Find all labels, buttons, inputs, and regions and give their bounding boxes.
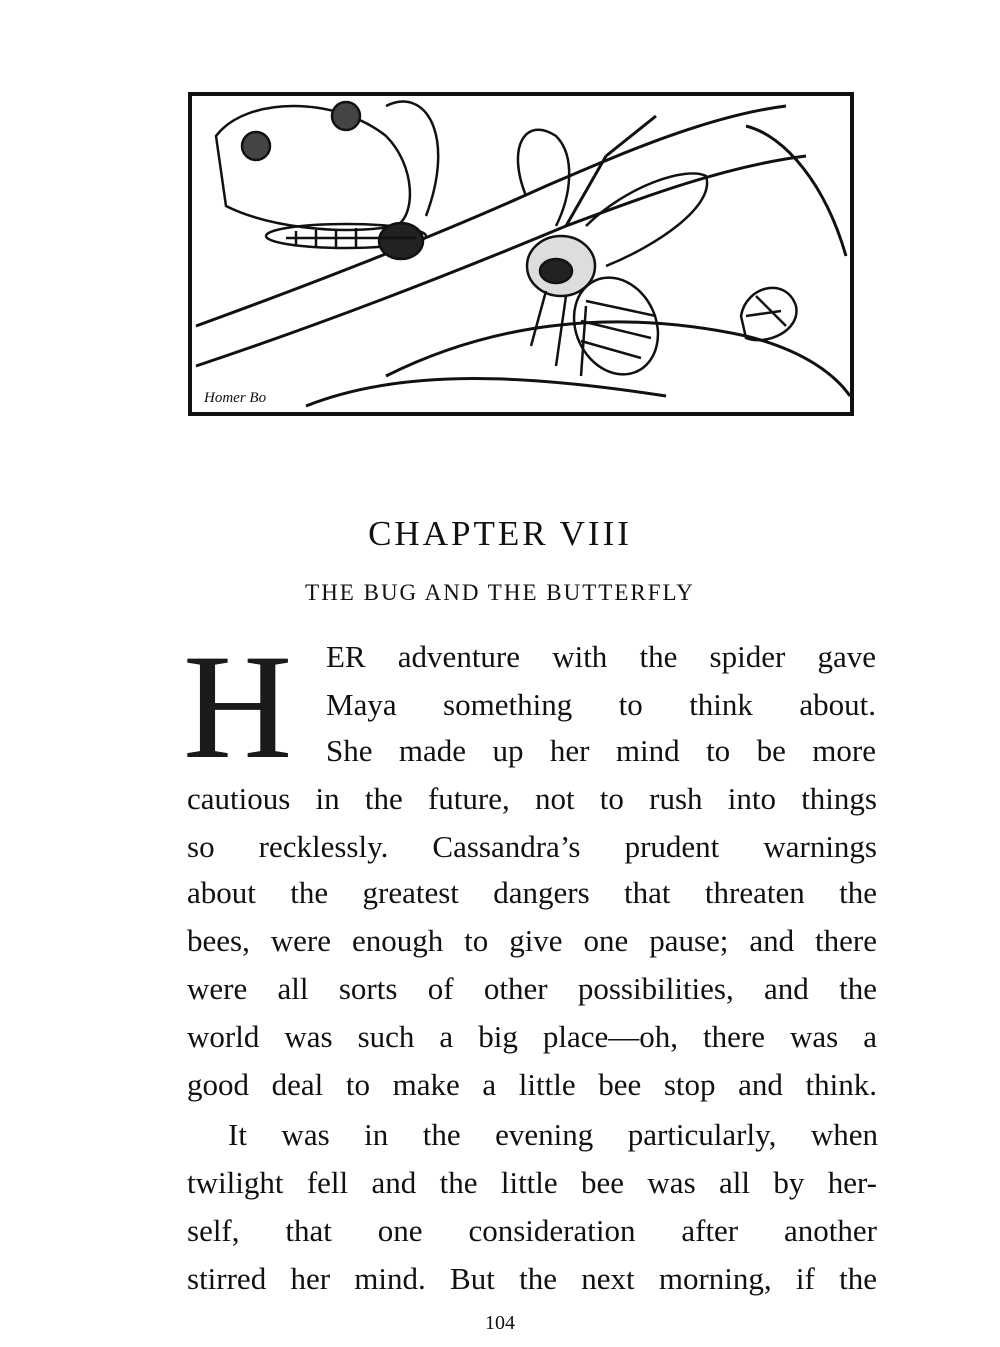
chapter-illustration — [186, 76, 858, 416]
chapter-title: CHAPTER VIII — [368, 514, 632, 553]
body-line: twilight fell and the little bee was all by her- — [187, 1165, 877, 1200]
body-line: Maya something to think about. — [326, 687, 876, 722]
body-line: good deal to make a little bee stop and think. — [187, 1067, 877, 1102]
body-line: stirred her mind. But the next morning, if the — [187, 1261, 877, 1296]
body-line: world was such a big place—oh, there was a — [187, 1019, 877, 1054]
illustration-drawing — [186, 76, 858, 416]
drop-cap: H — [183, 624, 292, 790]
artist-signature: Homer Bo — [204, 390, 267, 406]
body-line: bees, were enough to give one pause; and there — [187, 923, 877, 958]
body-line: cautious in the future, not to rush into things — [187, 781, 877, 816]
body-line: ER adventure with the spider gave — [326, 639, 876, 674]
chapter-subtitle: THE BUG AND THE BUTTERFLY — [305, 580, 695, 605]
body-line: were all sorts of other possibilities, and the — [187, 971, 877, 1006]
body-line: so recklessly. Cassandra’s prudent warnings — [187, 829, 877, 864]
body-line: self, that one consideration after another — [187, 1213, 877, 1248]
body-line: about the greatest dangers that threaten the — [187, 875, 877, 910]
body-line: It was in the evening particularly, when — [228, 1117, 878, 1152]
body-line: She made up her mind to be more — [326, 733, 876, 768]
page-number: 104 — [485, 1312, 515, 1334]
